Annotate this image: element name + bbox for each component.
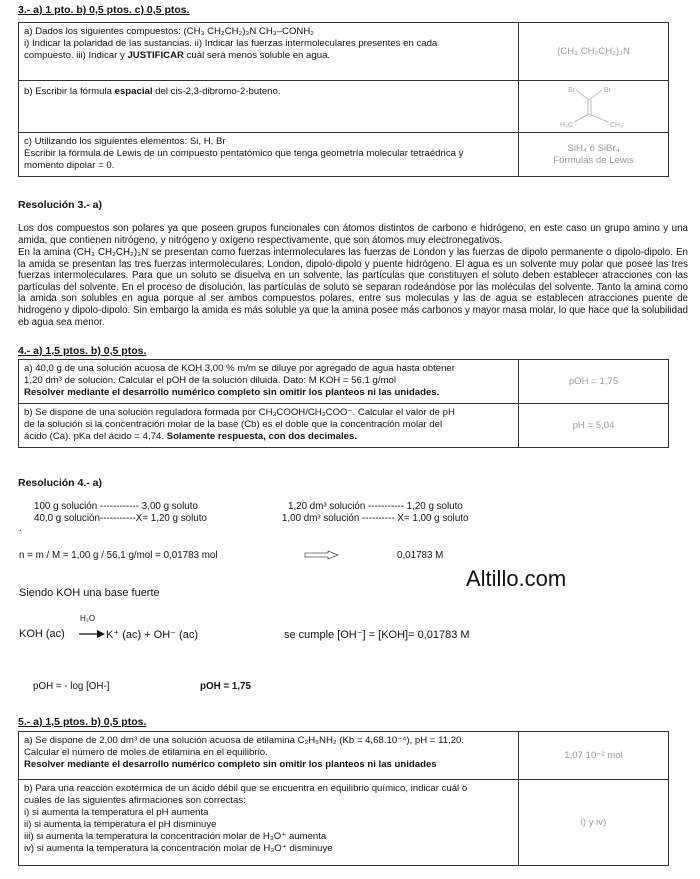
q3b-answer <box>519 81 669 133</box>
q3a-line3: compuesto. iii) Indicar y JUSTIFICAR cuál será menos soluble en agua. <box>24 50 331 61</box>
res4-dot: . <box>19 523 22 534</box>
res4-h2o: H₂O <box>80 614 96 623</box>
q3a-question <box>19 23 519 81</box>
q3a-answer: (CH₃ CH₂CH₂)₃N <box>519 23 669 81</box>
q4b-answer: pH = 5,04 <box>519 404 669 448</box>
reaction-arrow-icon <box>79 630 105 638</box>
q3a-line1: a) Dados los siguientes compuestos: (CH₃ CH₂CH₂)₃N CH₃–CONH₂ <box>24 26 314 37</box>
q5b-option-2: ii) si aumenta la temperatura el pH disminuye <box>24 819 217 830</box>
res3-paragraph-2: En la amina (CH₃ CH₂CH₂)₃N se presentan como fuerzas intermoleculares las fuerzas de London y las fuerzas de dipolo permanente o dipolo-dipolo. En la amida se presentan las tres fuerzas intermoleculares, London, dipolo-dipolo y puente hidrógeno. El agua es un solvente muy polar que posee las tres fuerzas intermoleculares. Para que un soluto se disuelva en un solvente, las partículas que constituyen el soluto deben establecer atracciones con las partículas del solvente. En el proceso de disolución, las partículas de soluto se separan rodeándose por las moléculas del solvente. Tanto la amina como la amida son solubles en agua porque al ser ambos compuestos polares, entre sus moleculas y las de agua se establecen atracciones puente de hidrogeno y dipolo-dipolo. Sin embargo la amida es más soluble ya que la amina posee más carbonos y mayor masa molar, lo que hace que la solubilidad eb agua sea menor. <box>18 247 688 328</box>
structure-label: Br <box>603 86 611 94</box>
q5b-question: b) Para una reacción exotérmica de un ácido débil que se encuentra en equilibrio químico, indicar cuál o cuáles de las siguientes afirmaciones son correctas: i) si aumenta la temperatura el pH aumenta ii) si aumenta la temperatura el pH disminuye iii) si aumenta la temperatura la concentración molar de H₃O⁺ aumenta iv) si aumenta la temperatura la concentración molar de H₃O⁺ disminuye <box>19 780 519 866</box>
q5a-answer: 1,07 10⁻² mol <box>519 732 669 780</box>
structure-label: Br <box>567 86 575 94</box>
res4-title: Resolución 4.- a) <box>18 477 103 489</box>
q3c-question: c) Utilizando los siguientes elementos: Si, H, Br Escribir la fórmula de Lewis de un compuesto pentatómico que tenga geometría molecular tetraédrica y momento dipolar = 0. <box>19 133 519 177</box>
q4a-answer: pOH = 1,75 <box>519 360 669 404</box>
res4-eq-right: K⁺ (ac) + OH⁻ (ac) <box>106 629 198 641</box>
res4-row2-left: 40,0 g solución-----------X= 1,20 g soluto <box>34 513 207 524</box>
res3-title: Resolución 3.- a) <box>18 199 103 211</box>
q5b-option-3: iii) si aumenta la temperatura la concentración molar de H₃O⁺ aumenta <box>24 831 327 842</box>
res3-paragraph-1: Los dos compuestos son polares ya que poseen grupos funcionales con átomos distintos de carbono e hidrógeno, en este caso un grupo amino y una amida, que contienen nitrógeno, y nitrógeno y oxígeno respectivamente, que son átomos muy electronegativos. <box>18 223 688 246</box>
res4-row2-right: 1,00 dm³ solución ---------- X= 1,00 g soluto <box>282 513 469 524</box>
structure-label: H₃C <box>559 121 573 129</box>
q4-header: 4.- a) 1,5 ptos. b) 0,5 ptos. <box>18 345 147 357</box>
q3-table <box>18 22 669 177</box>
res4-poh-value: pOH = 1,75 <box>200 681 251 692</box>
res4-molarity: 0,01783 M <box>397 550 444 561</box>
res4-eq-left: KOH (ac) <box>19 628 65 640</box>
res4-row1-right: 1,20 dm³ solución ----------- 1,20 g soluto <box>288 501 463 512</box>
q5-header: 5.- a) 1,5 ptos. b) 0,5 ptos. <box>18 716 147 728</box>
res4-row1-left: 100 g solución ------------ 3,00 g soluto <box>34 501 198 512</box>
q5b-option-1: i) si aumenta la temperatura el pH aumenta <box>24 807 209 818</box>
res4-strong-base: Siendo KOH una base fuerte <box>19 587 160 599</box>
watermark: Altillo.com <box>466 566 567 591</box>
q4a-question: a) 40,0 g de una solución acuosa de KOH 3,00 % m/m se diluye por agregado de agua hasta obtener 1,20 dm³ de solución. Calcular el pOH de la solución diluida. Dato: M KOH = 56,1 g/mol Resolver mediante el desarrollo numérico completo sin omitir los planteos ni las unidades. <box>19 360 519 404</box>
q3c-answer: SiH₄ ó SiBr₄ Fórmulas de Lewis <box>519 133 669 177</box>
q3a-line2: i) Indicar la polaridad de las sustancias. ii) Indicar las fuerzas intermoleculares presentes en cada <box>24 38 438 49</box>
res4-poh-def: pOH = - log [OH-] <box>33 681 110 692</box>
cis-dibromobutene-structure <box>554 84 634 130</box>
q3-header: 3.- a) 1 pto. b) 0,5 ptos. c) 0,5 ptos. <box>18 4 190 16</box>
q5-table <box>18 731 669 866</box>
res4-moles-line: n = m / M = 1,00 g / 56,1 g/mol = 0,01783 mol <box>19 550 218 561</box>
q5b-option-4: iv) si aumenta la temperatura la concentración molar de H₃O⁺ disminuye <box>24 843 333 854</box>
outline-arrow-icon <box>304 550 340 560</box>
structure-label: CH₃ <box>609 121 623 129</box>
q4b-question: b) Se dispone de una solución reguladora formada por CH₃COOH/CH₃COO⁻. Calcular el valor de pH de la solución si la concentración molar de la base (Cb) es el doble que la concentración molar del ácido (Ca). pKa del ácido = 4,74. Solamente respuesta, con dos decimales. <box>19 404 519 448</box>
q5a-question: a) Se dispone de 2,00 dm³ de una solución acuosa de etilamina C₂H₅NH₂ (Kb = 4,68.10⁻⁴), pH = 11,20. Calcular el número de moles de etilamina en el equilibrio. Resolver mediante el desarrollo numérico completo sin omitir los planteos ni las unidades <box>19 732 519 780</box>
res4-eq-note: se cumple [OH⁻] = [KOH]= 0,01783 M <box>284 629 470 641</box>
q4-table <box>18 359 669 448</box>
q5b-answer: i) y iv) <box>519 780 669 866</box>
q3b-question: b) Escribir la fórmula espacial del cis-2,3-dibromo-2-buteno. <box>19 81 519 133</box>
